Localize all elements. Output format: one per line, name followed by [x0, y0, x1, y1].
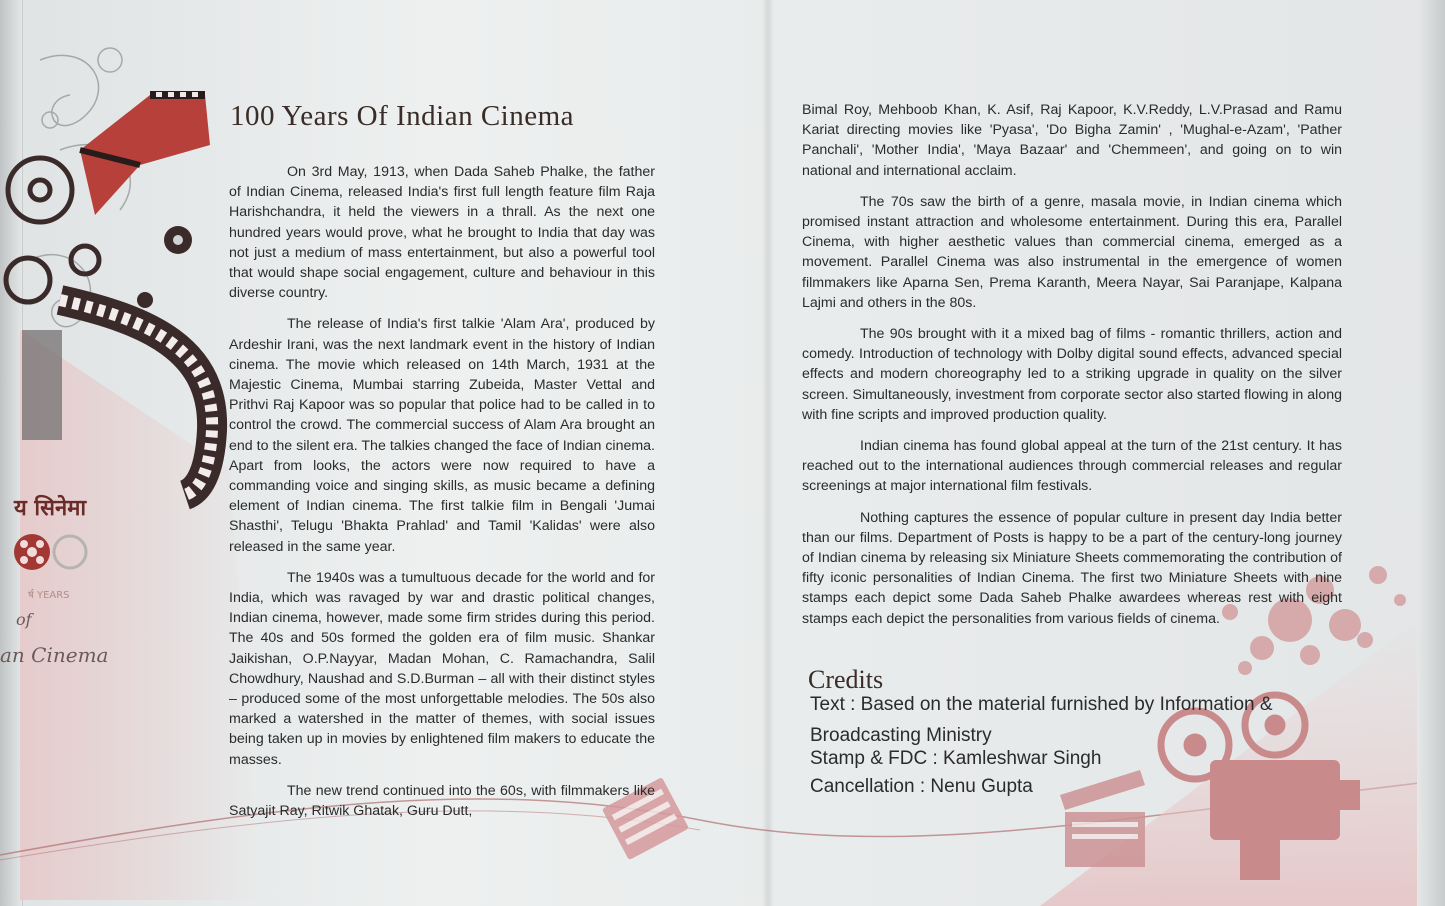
credits-heading: Credits	[808, 665, 884, 694]
credit-line: Cancellation : Nenu Gupta	[810, 776, 1033, 797]
film-reel-icon	[137, 226, 192, 308]
logo-of-text: of	[16, 610, 32, 629]
paragraph: The 70s saw the birth of a genre, masala movie, in Indian cinema which promised instant attraction and wholesome entertainment. During this era, Parallel Cinema, with higher aesthetic values than commercial cinema, emerged as a movement. Parallel Cinema was also instrumental in the emergence of women filmmakers like Aparna Sen, Prema Karanth, Meera Nayar, Sai Paranjape, Kalpana Lajmi and others in the 80s.	[802, 193, 1342, 311]
projector-base	[22, 330, 62, 440]
paragraph: On 3rd May, 1913, when Dada Saheb Phalke, the father of Indian Cinema, released India's first full length feature film Raja Harishchandra, it held the viewers in a thrall. As the next one hundred years would prove, what he brought to India that day was not just a medium of mass entertainment, but also a powerful tool that would shape social engagement, culture and behaviour in this diverse country.	[229, 164, 655, 302]
page-title: 100 Years Of Indian Cinema	[230, 100, 575, 132]
clapperboard-icon	[1060, 770, 1145, 867]
credit-line: Stamp & FDC : Kamleshwar Singh	[810, 748, 1102, 769]
paragraph: The release of India's first talkie 'Alam Ara', produced by Ardeshir Irani, was the next landmark event in the history of Indian cinema. The movie which released on 14th March, 1931 at the Majestic Cinema, Mumbai starring Zubeida, Master Vettal and Prithvi Raj Kapoor was so popular that police had to be called in to control the crowd. The commercial success of Alam Ara brought an end to the silent era. The talkies changed the face of Indian cinema. Apart from looks, the actors were now required to have a commanding voice and singing skills, as music became a defining element of Indian cinema. The first talkie film in Bengali 'Jumai Shasthi', Telugu 'Bhakta Prahlad' and Tamil 'Kalidas' were also released in the same year.	[229, 316, 655, 555]
logo-cinema-text: an Cinema	[0, 643, 109, 667]
paragraph: Indian cinema has found global appeal at the turn of the 21st century. It has reached out to the international audiences through commercial releases and regular screenings at major international film festivals.	[802, 438, 1342, 495]
right-page-edge	[1417, 0, 1445, 906]
paragraph: The 90s brought with it a mixed bag of films - romantic thrillers, action and comedy. Introduction of technology with Dolby digital sound effects, advanced special effects and modern choreography led to a striking upgrade in quality on the silver screen. Simultaneously, investment from corporate sector also started flowing in along with fine scripts and improved production quality.	[802, 326, 1342, 423]
credit-line: Text : Based on the material furnished by Information &	[810, 694, 1273, 715]
paragraph: The 1940s was a tumultuous decade for the world and for India, which was ravaged by war and drastic political changes, Indian cinema, however, made some firm strides during this period. The 40s and 50s formed the golden era of film music. Shankar Jaikishan, O.P.Nayyar, Madan Mohan, C. Ramachandra, Salil Chowdhury, Naushad and S.D.Burman – all with their distinct styles – produced some of the most unforgettable melodies. The 50s also marked a watershed in the matter of themes, with social issues being taken up in movies by enlightened film makers to educate the masses.	[229, 569, 655, 768]
logo-hindi-text: य सिनेमा	[14, 496, 87, 521]
right-column-text	[802, 100, 1342, 640]
page-fold	[762, 0, 774, 906]
credit-line: Broadcasting Ministry	[810, 725, 992, 746]
paragraph: Nothing captures the essence of popular culture in present day India better than our films. Department of Posts is happy to be a part of the century-long journey of Indian cinema by releasing six Miniature Sheets commemorating the contribution of fifty iconic personalities of Indian Cinema. The first two Miniature Sheets with nine stamps each depict some Dada Saheb Phalke awardees whereas rest with eight stamps each depict the personalities from various fields of cinema.	[802, 509, 1342, 627]
left-column-text	[229, 162, 655, 832]
logo-years-text: र्ष YEARS	[28, 590, 70, 601]
film-strip-icon	[80, 92, 210, 215]
logo-reel-icon	[10, 530, 90, 580]
paragraph: The new trend continued into the 60s, with filmmakers like Satyajit Ray, Ritwik Ghatak, Guru Dutt,	[229, 782, 655, 820]
film-reel-icon	[6, 158, 99, 302]
paragraph: Bimal Roy, Mehboob Khan, K. Asif, Raj Kapoor, K.V.Reddy, L.V.Prasad and Ramu Kariat directing movies like 'Pyasa', 'Do Bigha Zamin' , 'Mughal-e-Azam', 'Pather Panchali', 'Mother India', 'Maya Bazaar' and 'Chemmeen', and going on to win national and international acclaim.	[802, 102, 1342, 179]
